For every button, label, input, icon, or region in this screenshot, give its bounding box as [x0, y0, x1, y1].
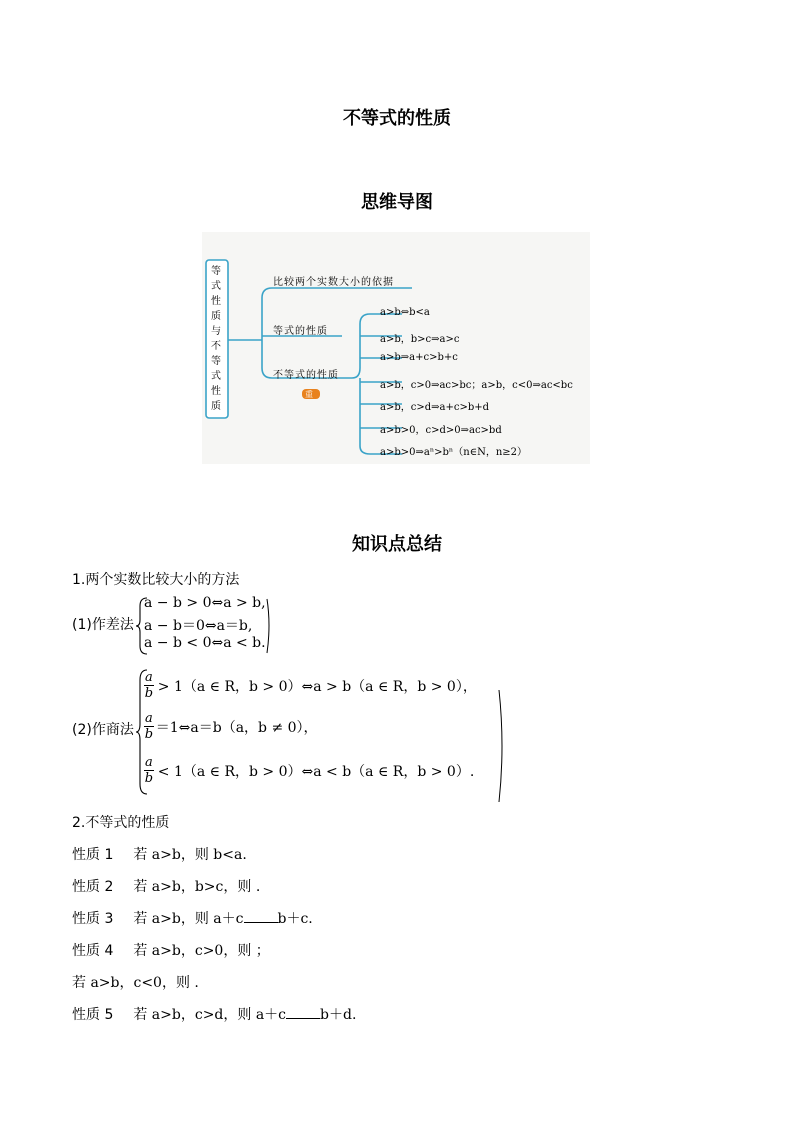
right-bracket [264, 597, 274, 655]
quotient-line: $\frac{a}{b}$ < 1（a ∈ R，b > 0）⇔a < b（a ∈ R，b > 0）. [144, 755, 475, 786]
quotient-line: $\frac{a}{b}$ ＝1⇔a＝b（a，b ≠ 0）， [144, 711, 318, 742]
mindmap-branch-compare: 比较两个实数大小的依据 [273, 277, 394, 288]
mindmap-property: a>b⇒a+c>b+c [380, 352, 458, 363]
mindmap-property: a>b>0，c>d>0⇒ac>bd [380, 425, 502, 436]
root-char: 等 [211, 266, 222, 277]
property-5: 性质 5 若 a>b，c>d，则 a＋c b＋d. [72, 1007, 357, 1023]
root-char: 不 [211, 341, 222, 352]
mindmap-property: a>b>0⇒aⁿ>bⁿ（n∈N，n≥2） [380, 447, 528, 458]
fill-blank[interactable] [286, 1006, 320, 1019]
property-2: 性质 2 若 a>b，b>c，则 . [72, 879, 261, 895]
root-char: 等 [211, 356, 222, 367]
root-char: 式 [211, 371, 222, 382]
mindmap-branch-equality: 等式的性质 [273, 326, 328, 337]
page-title: 不等式的性质 [343, 108, 451, 129]
mindmap-property: a>b，c>d⇒a+c>b+d [380, 402, 490, 413]
mindmap-heading: 思维导图 [361, 192, 433, 213]
difference-line: a − b > 0⇔a > b, [144, 595, 266, 611]
right-bracket [496, 688, 508, 804]
quotient-method-label: (2)作商法 [72, 722, 134, 738]
fraction: $\frac{a}{b}$ [144, 711, 154, 742]
root-char: 性 [211, 386, 222, 397]
property-3: 性质 3 若 a>b，则 a＋c b＋c. [72, 911, 313, 927]
mindmap-badge: 重 [305, 390, 313, 399]
mindmap-property: a>b⇔b<a [380, 307, 430, 318]
property-4: 性质 4 若 a>b，c>0，则 ； [72, 943, 270, 959]
difference-line: a − b < 0⇔a < b. [144, 635, 266, 651]
root-char: 质 [211, 311, 222, 322]
property-4-negative: 若 a>b，c<0，则 . [72, 975, 199, 991]
property-1: 性质 1 若 a>b，则 b<a. [72, 847, 247, 863]
root-char: 式 [211, 281, 222, 292]
section-2-title: 2.不等式的性质 [72, 815, 170, 831]
fraction: $\frac{a}{b}$ [144, 670, 154, 701]
fill-blank[interactable] [244, 910, 278, 923]
mindmap-property: a>b，b>c⇒a>c [380, 334, 460, 345]
root-char: 与 [211, 326, 222, 337]
summary-heading: 知识点总结 [352, 534, 442, 555]
mindmap-branch-inequality: 不等式的性质 [273, 370, 339, 381]
difference-line: a − b＝0⇔a＝b, [144, 618, 253, 634]
root-char: 性 [211, 296, 222, 307]
fraction: $\frac{a}{b}$ [144, 755, 154, 786]
mindmap-property: a>b，c>0⇒ac>bc；a>b，c<0⇒ac<bc [380, 380, 573, 391]
root-char: 质 [211, 401, 222, 412]
quotient-line: $\frac{a}{b}$ > 1（a ∈ R，b > 0）⇔a > b（a ∈ R，b > 0）， [144, 670, 477, 701]
difference-method-label: (1)作差法 [72, 617, 134, 633]
section-1-title: 1.两个实数比较大小的方法 [72, 572, 240, 588]
